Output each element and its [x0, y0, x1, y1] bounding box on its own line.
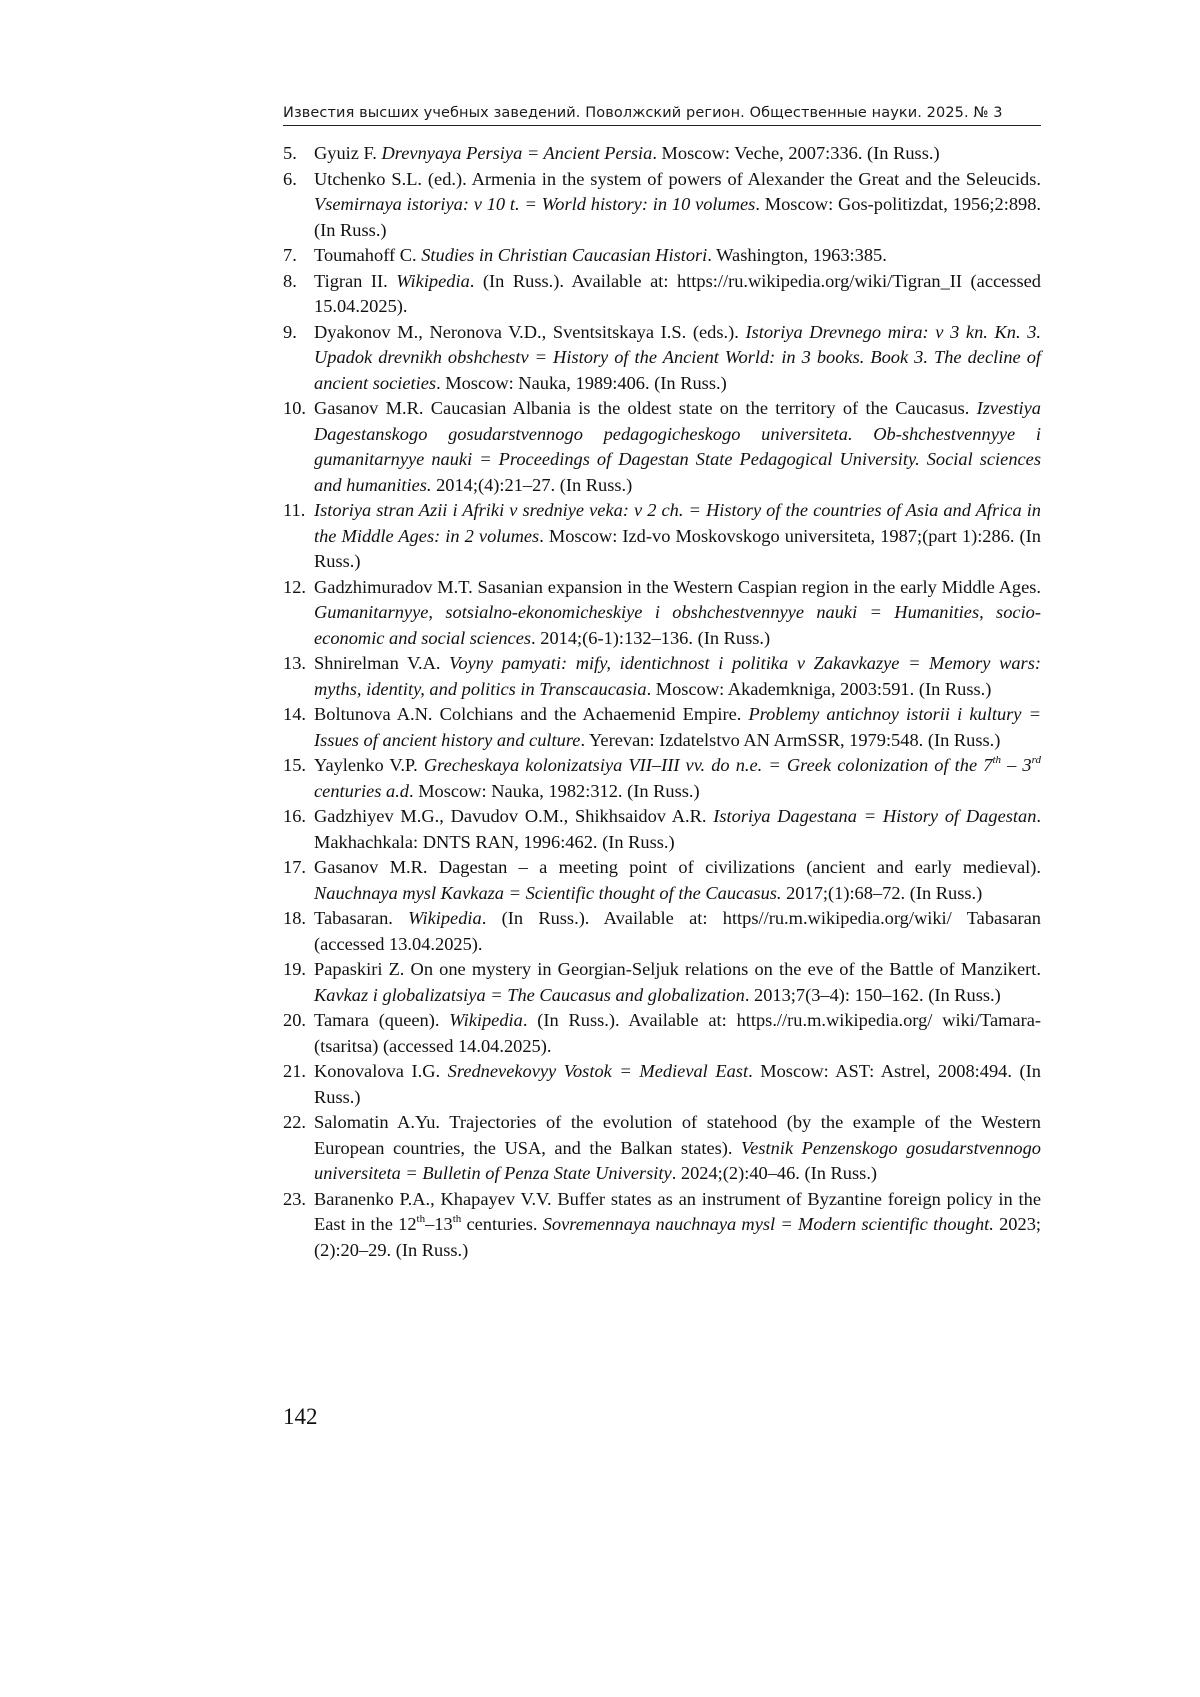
reference-text: [314, 804, 1041, 855]
reference-segment: Tigran II.: [314, 270, 397, 291]
reference-italic-segment: Sovremennaya nauchnaya mysl = Modern scientific thought.: [542, 1214, 994, 1234]
reference-segment: 2017;(1):68–72. (In Russ.): [781, 882, 983, 903]
reference-segment: Utchenko S.L. (ed.). Armenia in the system of powers of Alexander the Great and the Seleucids.: [314, 168, 1041, 189]
reference-number: 23.: [283, 1188, 306, 1209]
reference-number: 13.: [283, 653, 306, 673]
reference-segment: . Washington, 1963:385.: [707, 245, 887, 265]
reference-number: 10.: [283, 398, 306, 418]
reference-item: [283, 753, 1041, 804]
reference-italic-segment: Istoriya stran Azii i Afriki v sredniye veka: v 2 ch. = History of the countries of Asia and Africa in the Middle Ages: in 2 volumes: [314, 500, 1041, 546]
reference-segment: Gadzhimuradov M.T. Sasanian expansion in the Western Caspian region in the early Middle Ages.: [314, 576, 1041, 597]
reference-text: [314, 269, 1041, 320]
reference-item: [283, 651, 1041, 702]
reference-item: [283, 957, 1041, 1008]
reference-segment: . Moscow: Nauka, 1982:312. (In Russ.): [409, 780, 700, 801]
reference-segment: Gasanov M.R. Caucasian Albania is the oldest state on the territory of the Caucasus.: [314, 398, 977, 418]
reference-segment: . Moscow: Akademkniga, 2003:591. (In Russ.): [646, 678, 992, 699]
reference-segment: . (In Russ.). Available at: https//ru.m.wikipedia.org/wiki/ Tabasaran (accessed 13.04.2025).: [314, 908, 1041, 954]
reference-italic-segment: Istoriya Drevnego mira: v 3 kn. Kn. 3. Upadok drevnikh obshchestv = History of the Ancient World: in 3 books. Book 3. The decline of ancient societies: [314, 321, 1041, 393]
reference-italic-segment: Vsemirnaya istoriya: v 10 t. = World history: in 10 volumes: [314, 194, 756, 214]
reference-italic-segment: rd: [1031, 753, 1041, 766]
reference-number: 22.: [283, 1112, 306, 1132]
reference-segment: . Moscow: Izd-vo Moskovskogo universiteta, 1987;(part 1):286. (In Russ.): [314, 525, 1041, 571]
reference-number: 21.: [283, 1061, 306, 1081]
reference-number: 9.: [283, 321, 297, 342]
reference-number: 11.: [283, 500, 306, 520]
reference-segment: Boltunova A.N. Colchians and the Achaemenid Empire.: [314, 704, 749, 724]
reference-item: [283, 498, 1041, 575]
reference-text: [314, 906, 1041, 957]
reference-segment: . Makhachkala: DNTS RAN, 1996:462. (In Russ.): [314, 806, 1042, 852]
reference-italic-segment: Nauchnaya mysl Kavkaza = Scientific thought of the Caucasus.: [314, 882, 782, 903]
reference-segment: –13: [425, 1214, 453, 1234]
reference-text: [314, 167, 1041, 244]
reference-italic-segment: Voyny pamyati: mify, identichnost i politika v Zakavkazye = Memory wars: myths, identity, and politics in Transcaucasia: [314, 653, 1041, 699]
reference-italic-segment: Vestnik Penzenskogo gosudarstvennogo universiteta = Bulletin of Penza State University: [314, 1137, 1041, 1183]
running-header: Известия высших учебных заведений. Поволжский регион. Общественные науки. 2025. № 3: [283, 105, 1041, 126]
reference-italic-segment: Izvestiya Dagestanskogo gosudarstvennogo pedagogicheskogo universiteta. Ob-shchestvennyye i gumanitarnyye nauki = Proceedings of Dagestan State Pedagogical University. Social sciences and humanities.: [314, 398, 1041, 495]
reference-item: [283, 855, 1041, 906]
reference-text: [314, 141, 1041, 167]
reference-segment: . Moscow: Veche, 2007:336. (In Russ.): [652, 143, 940, 163]
reference-segment: centuries.: [461, 1214, 543, 1234]
reference-text: [314, 957, 1041, 1008]
reference-italic-segment: Wikipedia: [449, 1010, 523, 1030]
reference-text: [314, 1059, 1041, 1110]
reference-segment: Papaskiri Z. On one mystery in Georgian-Seljuk relations on the eve of the Battle of Manzikert.: [314, 959, 1041, 979]
reference-text: [314, 855, 1041, 906]
reference-segment: . (In Russ.). Available at: https://ru.wikipedia.org/wiki/Tigran_II (accessed 15.04.2025).: [314, 270, 1041, 316]
reference-text: [314, 1110, 1041, 1187]
reference-segment: Baranenko P.A., Khapayev V.V. Buffer states as an instrument of Byzantine foreign policy in the East in the 12: [314, 1188, 1041, 1234]
reference-segment: th: [452, 1212, 462, 1225]
reference-segment: Salomatin A.Yu. Trajectories of the evolution of statehood (by the example of the Western European countries, the USA, and the Balkan states).: [314, 1112, 1041, 1158]
reference-item: [283, 906, 1041, 957]
reference-segment: Toumahoff C.: [314, 245, 422, 265]
reference-item: [283, 141, 1041, 167]
reference-italic-segment: – 3: [1001, 755, 1032, 775]
reference-item: [283, 804, 1041, 855]
reference-segment: Shnirelman V.A.: [314, 653, 450, 673]
reference-segment: . 2014;(6-1):132–136. (In Russ.): [531, 627, 771, 648]
reference-segment: . Moscow: AST: Astrel, 2008:494. (In Russ.): [314, 1061, 1041, 1107]
reference-segment: Gadzhiyev M.G., Davudov O.M., Shikhsaidov A.R.: [314, 806, 714, 826]
reference-item: [283, 167, 1041, 244]
reference-text: [314, 1187, 1041, 1264]
reference-number: 5.: [283, 143, 297, 163]
reference-item: [283, 1110, 1041, 1187]
reference-segment: Tamara (queen).: [314, 1010, 450, 1030]
reference-number: 20.: [283, 1010, 306, 1030]
reference-item: [283, 575, 1041, 652]
reference-segment: . (In Russ.). Available at: https.//ru.m.wikipedia.org/ wiki/Tamara-(tsaritsa) (accessed 14.04.2025).: [314, 1010, 1041, 1056]
reference-segment: Yaylenko V.P.: [314, 755, 424, 775]
reference-segment: Gasanov M.R. Dagestan – a meeting point of civilizations (ancient and early medieval).: [314, 857, 1041, 877]
reference-segment: Gyuiz F.: [314, 143, 382, 163]
reference-item: [283, 1187, 1041, 1264]
reference-italic-segment: Kavkaz i globalizatsiya = The Caucasus and globalization: [314, 984, 745, 1005]
reference-number: 12.: [283, 576, 306, 597]
reference-italic-segment: Gumanitarnyye, sotsialno-ekonomicheskiye i obshchestvennyye nauki = Humanities, socio-economic and social sciences: [314, 602, 1041, 648]
reference-number: 6.: [283, 168, 297, 189]
reference-item: [283, 396, 1041, 498]
reference-text: [314, 702, 1041, 753]
reference-item: [283, 1008, 1041, 1059]
reference-italic-segment: Grecheskaya kolonizatsiya VII–III vv. do n.e. = Greek colonization of the 7: [423, 755, 993, 775]
reference-item: [283, 1059, 1041, 1110]
page-number: 142: [283, 1404, 318, 1429]
reference-italic-segment: Istoriya Dagestana = History of Dagestan: [713, 806, 1037, 826]
reference-text: [314, 320, 1041, 397]
reference-text: [314, 575, 1041, 652]
reference-item: [283, 243, 1041, 269]
reference-text: [314, 498, 1041, 575]
reference-text: [314, 1008, 1041, 1059]
reference-italic-segment: Wikipedia: [396, 270, 470, 291]
reference-segment: . Moscow: Gos-politizdat, 1956;2:898. (In Russ.): [314, 194, 1041, 240]
reference-item: [283, 320, 1041, 397]
reference-italic-segment: th: [992, 753, 1002, 766]
reference-italic-segment: Drevnyaya Persiya = Ancient Persia: [381, 143, 653, 163]
reference-segment: 2014;(4):21–27. (In Russ.): [431, 474, 633, 495]
reference-number: 7.: [283, 245, 297, 265]
reference-item: [283, 269, 1041, 320]
reference-text: [314, 243, 1041, 269]
reference-italic-segment: Problemy antichnoy istorii i kultury = Issues of ancient history and culture: [314, 704, 1041, 750]
reference-italic-segment: Srednevekovyy Vostok = Medieval East: [447, 1061, 749, 1081]
reference-italic-segment: Studies in Christian Caucasian Histori: [421, 245, 708, 265]
reference-segment: . 2024;(2):40–46. (In Russ.): [671, 1163, 878, 1183]
reference-number: 18.: [283, 908, 306, 928]
reference-segment: 2023;(2):20–29. (In Russ.): [314, 1214, 1041, 1260]
reference-text: [314, 651, 1041, 702]
reference-segment: . Moscow: Nauka, 1989:406. (In Russ.): [436, 372, 727, 393]
reference-number: 15.: [283, 755, 306, 775]
reference-segment: Konovalova I.G.: [314, 1061, 448, 1081]
reference-italic-segment: centuries a.d: [314, 780, 409, 801]
reference-segment: Dyakonov M., Neronova V.D., Sventsitskaya I.S. (eds.).: [314, 321, 746, 342]
reference-number: 19.: [283, 959, 306, 979]
reference-number: 8.: [283, 270, 297, 291]
reference-text: [314, 753, 1041, 804]
reference-number: 16.: [283, 806, 306, 826]
reference-italic-segment: Wikipedia: [408, 908, 482, 928]
reference-number: 14.: [283, 704, 306, 724]
reference-segment: Tabasaran.: [314, 908, 409, 928]
reference-segment: . 2013;7(3–4): 150–162. (In Russ.): [744, 984, 1001, 1005]
reference-list: [283, 141, 1041, 1263]
reference-item: [283, 702, 1041, 753]
reference-text: [314, 396, 1041, 498]
reference-segment: . Yerevan: Izdatelstvo AN ArmSSR, 1979:548. (In Russ.): [580, 729, 1001, 750]
reference-segment: th: [416, 1212, 426, 1225]
reference-number: 17.: [283, 857, 306, 877]
